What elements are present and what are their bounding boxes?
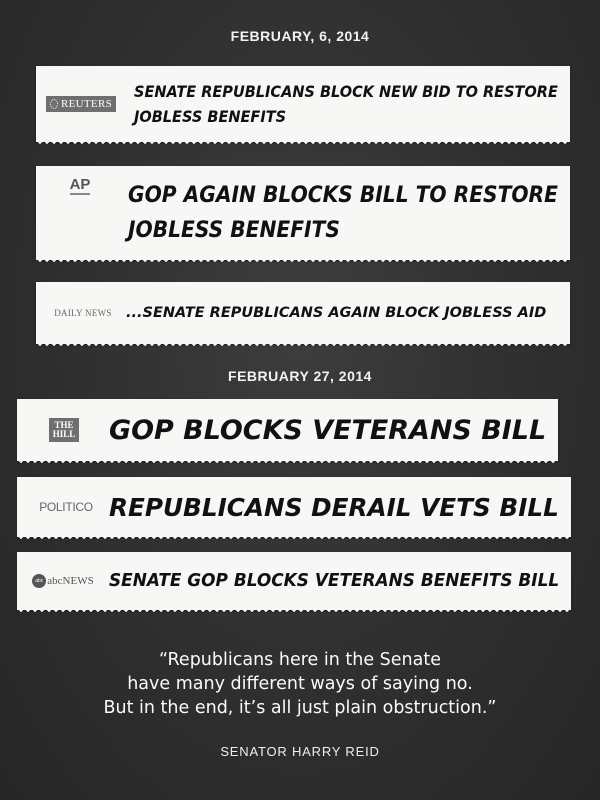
politico-logo-icon <box>37 500 95 514</box>
source-label: REUTERS <box>61 98 112 110</box>
headline-line: GOP AGAIN BLOCKS BILL TO RESTORE <box>128 183 558 208</box>
quote <box>0 648 600 720</box>
quote-line: have many different ways of saying no. <box>127 674 473 694</box>
source-label: AP <box>69 176 91 193</box>
headline-clipping-ap <box>36 166 570 260</box>
headline-clipping-reuters <box>36 66 570 142</box>
headline <box>134 79 600 129</box>
headline <box>109 571 575 591</box>
headline-line: SENATE REPUBLICANS BLOCK NEW BID TO RESTORE <box>134 82 558 101</box>
headline-clipping-politico <box>17 477 571 537</box>
abc-news-logo-icon: abc abcNEWS <box>37 574 89 588</box>
section-date: FEBRUARY 27, 2014 <box>228 368 372 384</box>
headline-line: JOBLESS BENEFITS <box>134 107 287 126</box>
daily-news-logo-icon <box>52 308 114 318</box>
headline-line: JOBLESS BENEFITS <box>128 218 340 243</box>
headline-line: GOP BLOCKS VETERANS BILL <box>109 414 547 446</box>
headline-clipping-abc-news <box>17 552 571 610</box>
reuters-logo-icon <box>46 96 116 112</box>
source-label: POLITICO <box>39 500 93 514</box>
source-label: DAILY NEWS <box>54 308 112 318</box>
headline-line: SENATE GOP BLOCKS VETERANS BENEFITS BILL <box>109 571 560 591</box>
headline <box>126 305 546 321</box>
headline-clipping-the-hill <box>17 399 558 461</box>
quote-attribution: SENATOR HARRY REID <box>220 744 380 759</box>
ap-logo-icon <box>66 178 94 195</box>
headline <box>128 178 596 248</box>
headline <box>109 415 547 446</box>
headline-clipping-daily-news <box>36 282 570 344</box>
source-label: THE HILL <box>49 418 79 442</box>
source-label: abcNEWS <box>47 575 94 587</box>
the-hill-logo-icon <box>49 418 79 442</box>
quote-line: But in the end, it’s all just plain obstruction.” <box>103 698 497 718</box>
headline-line: REPUBLICANS DERAIL VETS BILL <box>109 492 559 522</box>
headline-line: ...SENATE REPUBLICANS AGAIN BLOCK JOBLESS AID <box>126 305 547 321</box>
quote-line: “Republicans here in the Senate <box>159 650 441 670</box>
headline <box>109 493 564 522</box>
section-date: FEBRUARY, 6, 2014 <box>230 28 370 44</box>
